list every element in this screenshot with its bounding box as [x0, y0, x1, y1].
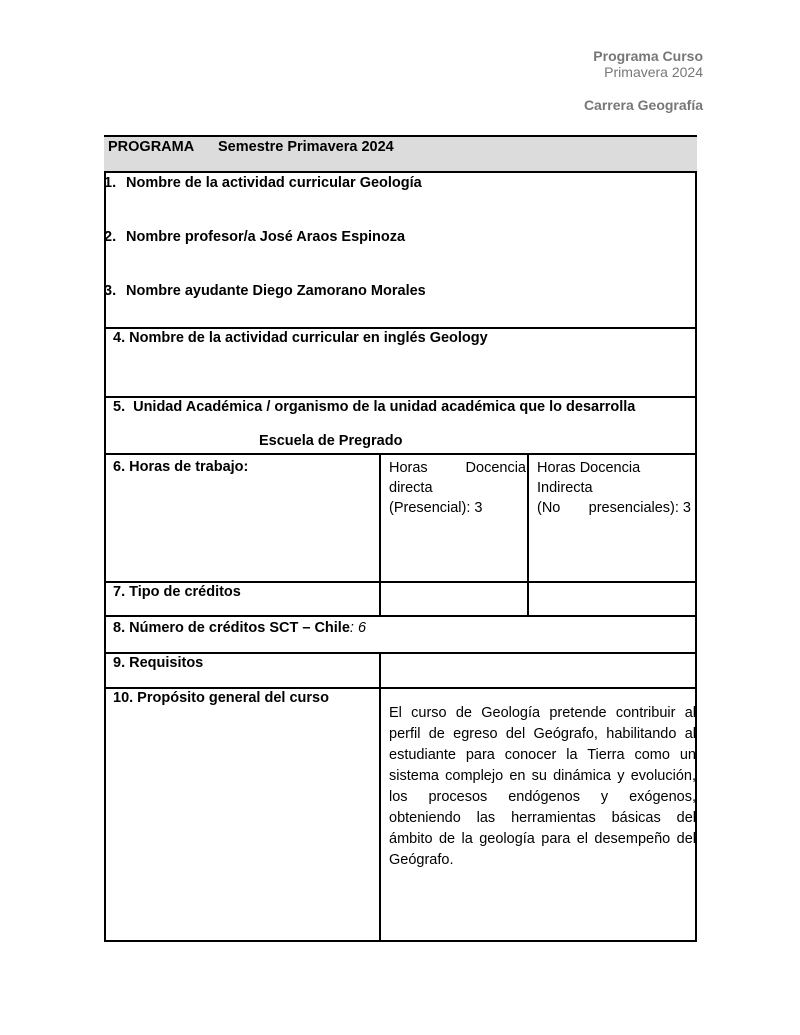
col-divider	[527, 453, 529, 616]
item-3: 3. Nombre ayudante Diego Zamorano Morales	[104, 283, 426, 299]
item-1: 1. Nombre de la actividad curricular Geología	[104, 175, 422, 191]
hours-direct: Horas Docencia directa (Presencial): 3	[389, 460, 526, 516]
item-9: 9. Requisitos	[113, 655, 204, 671]
title-program: PROGRAMA	[108, 139, 195, 155]
program-table	[104, 135, 697, 942]
item-8: 8. Número de créditos SCT – Chile: 6	[113, 620, 367, 636]
item-10-text: El curso de Geología pretende contribuir al perfil de egreso del Geógrafo, habilitando al estudiante para conocer la Tierra como un sistema complejo en su dinámica y evolución, los procesos endógenos y exógenos, obteniendo las herramientas básicas del ámbito de la geología para el desempeño del Geógrafo.	[389, 705, 696, 868]
item-2: 2. Nombre profesor/a José Araos Espinoza	[104, 229, 406, 245]
item-5-value: Escuela de Pregrado	[259, 433, 403, 449]
item-6: 6. Horas de trabajo:	[113, 459, 249, 475]
header-course-title: Programa Curso	[593, 48, 703, 64]
col-divider	[379, 652, 381, 942]
item-4: 4. Nombre de la actividad curricular en inglés Geology	[113, 330, 488, 346]
item-7: 7. Tipo de créditos	[113, 584, 241, 600]
header-course-term: Primavera 2024	[604, 64, 703, 80]
item-5: 5. Unidad Académica / organismo de la unidad académica que lo desarrolla	[113, 399, 636, 415]
header-course	[593, 48, 703, 80]
title-semester: Semestre Primavera 2024	[218, 139, 394, 155]
col-divider	[379, 453, 381, 616]
row-divider	[104, 453, 697, 455]
row-divider	[104, 615, 697, 617]
hours-indirect: Horas Docencia Indirecta (No presenciales): 3	[537, 460, 691, 516]
item-10: 10. Propósito general del curso	[113, 690, 329, 706]
header-career: Carrera Geografía	[583, 97, 703, 113]
